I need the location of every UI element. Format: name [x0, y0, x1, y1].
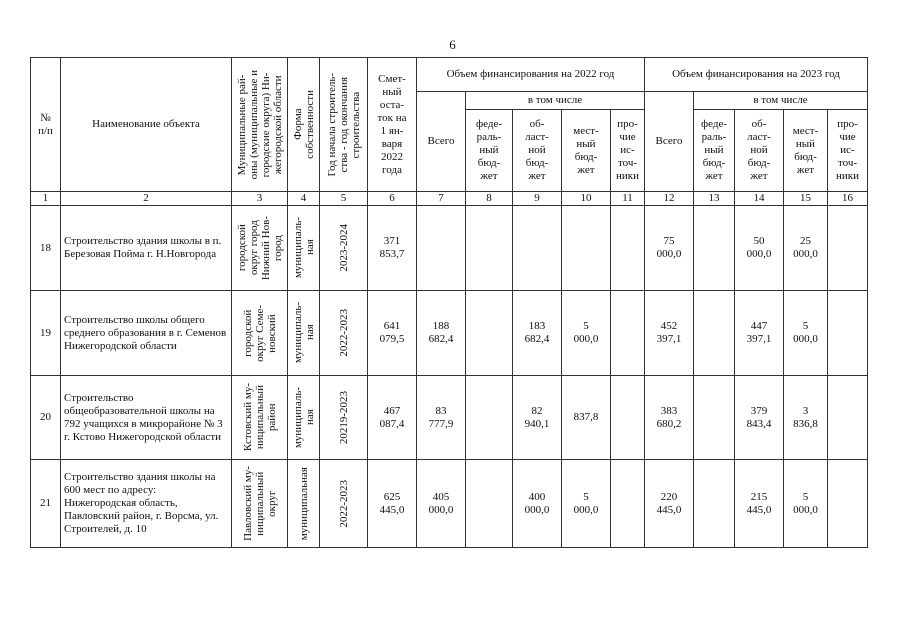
total-2022: [417, 206, 466, 291]
local-2023: 25 000,0: [784, 206, 828, 291]
remaining-cost: 467 087,4: [368, 376, 417, 460]
table-row: [31, 206, 868, 291]
regional-2022: 183 682,4: [513, 291, 562, 376]
total-2023: 220 445,0: [645, 460, 694, 548]
header-object-name: Наименование объекта: [61, 58, 232, 192]
federal-2022: [466, 291, 513, 376]
header-ownership: Форма собственности: [288, 58, 320, 192]
header-federal-2023: феде- раль- ный бюд- жет: [694, 110, 735, 192]
column-number: 5: [320, 192, 368, 206]
federal-2023: [694, 460, 735, 548]
other-2023: [828, 206, 868, 291]
column-number: 12: [645, 192, 694, 206]
header-financing-2022: Объем финансирования на 2022 год: [417, 58, 645, 92]
header-local-2023: мест- ный бюд- жет: [784, 110, 828, 192]
total-2022: 405 000,0: [417, 460, 466, 548]
column-number: 15: [784, 192, 828, 206]
table-row: [31, 460, 868, 548]
header-municipality: Муниципальные рай- оны (муниципальные и городские округа) Ни- жегородской области: [232, 58, 288, 192]
header-regional-2022: об- ласт- ной бюд- жет: [513, 110, 562, 192]
row-num: 18: [31, 206, 61, 291]
header-years: Год начала строитель- ства - год окончания строительства: [320, 58, 368, 192]
header-total-2023: Всего: [645, 92, 694, 192]
regional-2023: 447 397,1: [735, 291, 784, 376]
column-number: 4: [288, 192, 320, 206]
construction-years: 20219-2023: [320, 376, 368, 460]
regional-2022: [513, 206, 562, 291]
header-financing-2023: Объем финансирования на 2023 год: [645, 58, 868, 92]
other-2022: [611, 206, 645, 291]
header-including-2022: в том числе: [466, 92, 645, 110]
ownership: муниципаль- ная: [288, 206, 320, 291]
ownership: муниципальная: [288, 460, 320, 548]
municipality: Павловский му- ниципальный округ: [232, 460, 288, 548]
local-2023: 3 836,8: [784, 376, 828, 460]
other-2022: [611, 291, 645, 376]
federal-2023: [694, 291, 735, 376]
remaining-cost: 641 079,5: [368, 291, 417, 376]
ownership: муниципаль- ная: [288, 376, 320, 460]
column-number: 9: [513, 192, 562, 206]
object-name: Строительство здания школы в п. Березовая Пойма г. Н.Новгорода: [61, 206, 232, 291]
column-number: 6: [368, 192, 417, 206]
table-row: [31, 291, 868, 376]
remaining-cost: 371 853,7: [368, 206, 417, 291]
row-num: 20: [31, 376, 61, 460]
header-federal-2022: феде- раль- ный бюд- жет: [466, 110, 513, 192]
construction-years: 2023-2024: [320, 206, 368, 291]
column-number: 16: [828, 192, 868, 206]
header-total-2022: Всего: [417, 92, 466, 192]
construction-years: 2022-2023: [320, 460, 368, 548]
remaining-cost: 625 445,0: [368, 460, 417, 548]
object-name: Строительство школы общего среднего образования в г. Семенов Нижегородской области: [61, 291, 232, 376]
total-2023: 75 000,0: [645, 206, 694, 291]
column-number: 3: [232, 192, 288, 206]
column-number: 7: [417, 192, 466, 206]
other-2023: [828, 376, 868, 460]
local-2022: 5 000,0: [562, 460, 611, 548]
regional-2023: 50 000,0: [735, 206, 784, 291]
column-number: 14: [735, 192, 784, 206]
regional-2023: 379 843,4: [735, 376, 784, 460]
column-number: 1: [31, 192, 61, 206]
header-local-2022: мест- ный бюд- жет: [562, 110, 611, 192]
column-number: 2: [61, 192, 232, 206]
construction-years: 2022-2023: [320, 291, 368, 376]
total-2022: 188 682,4: [417, 291, 466, 376]
column-number: 10: [562, 192, 611, 206]
total-2023: 452 397,1: [645, 291, 694, 376]
local-2023: 5 000,0: [784, 460, 828, 548]
total-2023: 383 680,2: [645, 376, 694, 460]
column-number: 11: [611, 192, 645, 206]
local-2022: 837,8: [562, 376, 611, 460]
object-name: Строительство здания школы на 600 мест по адресу: Нижегородская область, Павловский район, г. Ворсма, ул. Строителей, д. 10: [61, 460, 232, 548]
regional-2022: 82 940,1: [513, 376, 562, 460]
federal-2022: [466, 206, 513, 291]
total-2022: 83 777,9: [417, 376, 466, 460]
municipality: Кстовский му- ниципальный район: [232, 376, 288, 460]
federal-2023: [694, 376, 735, 460]
other-2023: [828, 460, 868, 548]
header-including-2023: в том числе: [694, 92, 868, 110]
federal-2022: [466, 460, 513, 548]
regional-2023: 215 445,0: [735, 460, 784, 548]
other-2022: [611, 376, 645, 460]
row-num: 19: [31, 291, 61, 376]
header-regional-2023: об- ласт- ной бюд- жет: [735, 110, 784, 192]
municipality: городской округ Семе- новский: [232, 291, 288, 376]
federal-2022: [466, 376, 513, 460]
header-num: № п/п: [31, 58, 61, 192]
column-number: 8: [466, 192, 513, 206]
municipality: городской округ город Нижний Нов- город: [232, 206, 288, 291]
header-remaining-cost: Смет- ный оста- ток на 1 ян- варя 2022 года: [368, 58, 417, 192]
header-other-2023: про- чие ис- точ- ники: [828, 110, 868, 192]
other-2022: [611, 460, 645, 548]
local-2023: 5 000,0: [784, 291, 828, 376]
ownership: муниципаль- ная: [288, 291, 320, 376]
page-number: 6: [449, 37, 456, 52]
regional-2022: 400 000,0: [513, 460, 562, 548]
header-other-2022: про- чие ис- точ- ники: [611, 110, 645, 192]
column-number: 13: [694, 192, 735, 206]
financing-table: [30, 57, 868, 548]
table-row: [31, 376, 868, 460]
object-name: Строительство общеобразовательной школы на 792 учащихся в микрорайоне № 3 г. Кстово Нижегородской области: [61, 376, 232, 460]
column-number-row: [31, 192, 868, 206]
local-2022: 5 000,0: [562, 291, 611, 376]
federal-2023: [694, 206, 735, 291]
row-num: 21: [31, 460, 61, 548]
local-2022: [562, 206, 611, 291]
other-2023: [828, 291, 868, 376]
